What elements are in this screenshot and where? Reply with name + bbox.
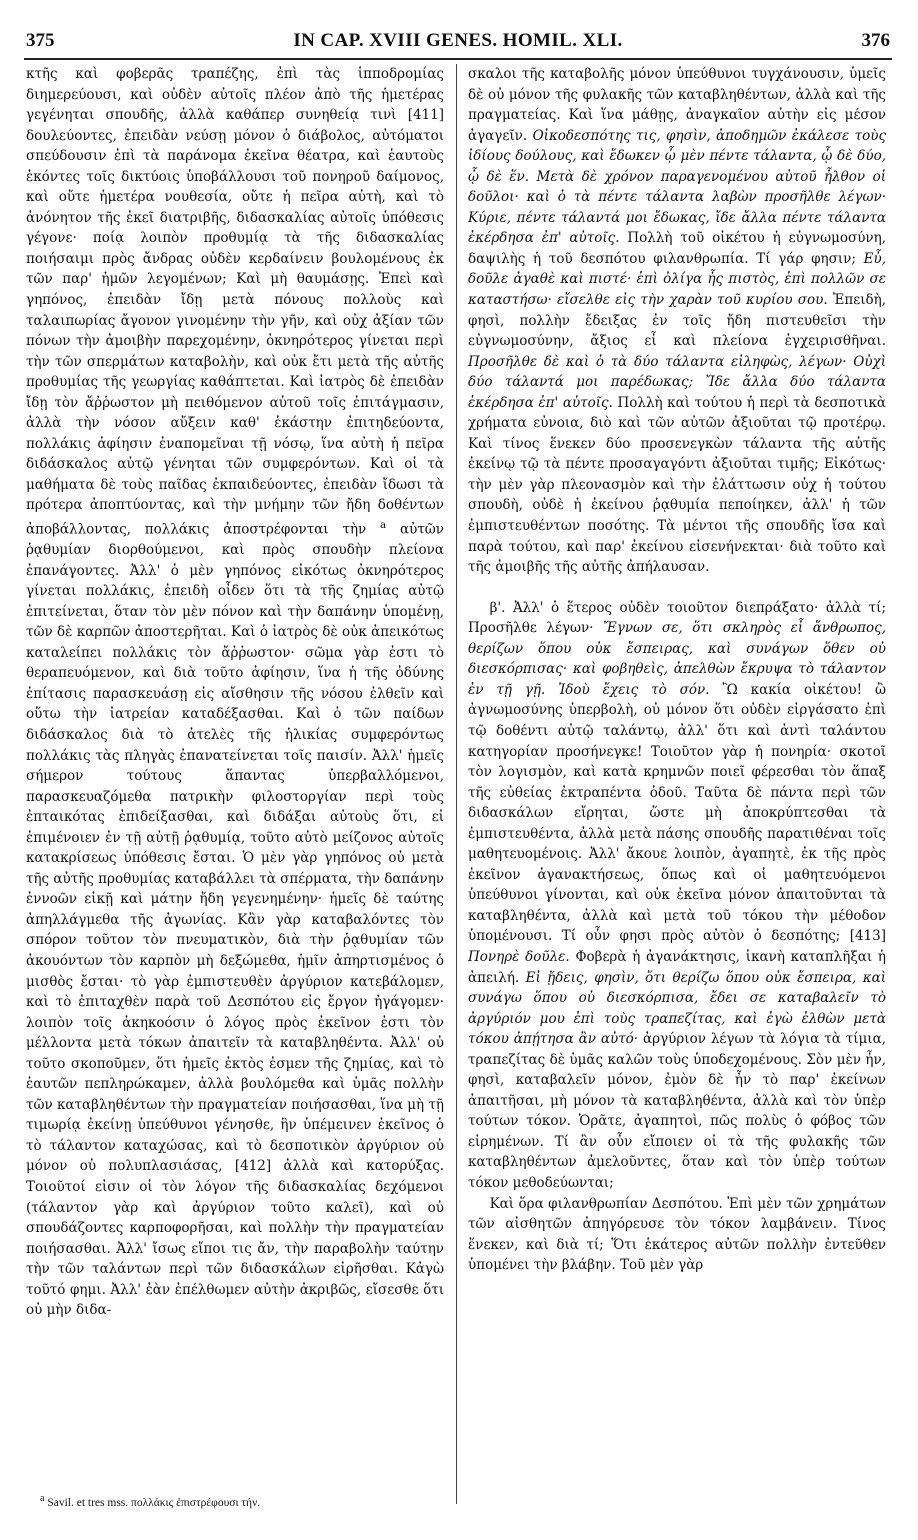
right-text-4: Πολλὴ καὶ τούτου ἡ περὶ τὰ δεσποτικὰ χρήματα εὐνοια, διὸ καὶ τῶν αὐτῶν ἀξιοῦται τῷ προτέρῳ. Καὶ τίνος ἕνεκεν δύο προσενεγκὼν τάλαντα τῆς αὐτῆς ἐκείνῳ τῷ τὰ πέντε προσαγαγόντι ἀξιοῦται τιμῆς; Εἰκότως· τὴν μὲν γὰρ πλεονασμὸν καὶ τὴν ἐλάττωσιν οὐχ ἡ τούτου σπουδὴ, οὐδὲ ἡ ἐκείνου ῥᾳθυμία πεποίηκεν, ἀλλ' ἡ τῶν ἐμπιστευθέντων ποσότης. Τὰ μέντοι τῆς σπουδῆς ἴσα καὶ παρὰ τούτου, καὶ παρ' ἐκείνου εἰσενήνεκται· διὰ τοῦτο καὶ τῆς ἀμοιβῆς τῆς αὐτῆς ἀπήλαυσαν.: [468, 394, 886, 576]
right-text-5: Ἀλλ' ὁ ἕτερος οὐδὲν τοιοῦτον διεπράξατο· ἀλλὰ τί; Προσῆλθε λέγων·: [468, 599, 886, 637]
header-rule: [24, 58, 892, 60]
section-number: β'.: [489, 599, 506, 616]
scripture-quote-1: Οἰκοδεσπότης τις, φησὶν, ἀποδημῶν ἐκάλεσε τοὺς ἰδίους δούλους, καὶ ἔδωκεν ᾧ μὲν πέντε τάλαντα, ᾧ δὲ δύο, ᾧ δὲ ἕν. Μετὰ δὲ χρόνον παραγενομένου αὐτοῦ ἦλθον οἱ δοῦλοι· καὶ ὁ τὰ πέντε τάλαντα λαβὼν προσῆλθε λέγων· Κύριε, πέντε τάλαντά μοι ἔδωκας, ἴδε ἄλλα πέντε τάλαντα ἐκέρδησα ἐπ' αὐτοῖς.: [468, 127, 886, 247]
left-column: [26, 64, 444, 1514]
running-title: IN CAP. XVIII GENES. HOMIL. XLI.: [293, 30, 623, 51]
right-text-6: Ὢ κακία οἰκέτου! ὢ ἀγνωμοσύνης ὑπερβολὴ, οὐ μόνον ὅτι οὐδὲν εἰργάσατο ἐπὶ τῷ δοθέντι αὐτῷ ταλάντῳ, ἀλλ' ὅτι καὶ ἀντὶ ταλάντου κατηγορίαν προσήνεγκε! Τοιοῦτον γὰρ ἡ πονηρία· σκοτοῖ τὸν λογισμὸν, καὶ κατὰ κρημνῶν ποιεῖ φέρεσθαι τὸν ἅπαξ τῆς εὐθείας ἐκτραπέντα ὁδοῦ. Ταῦτα δὲ πάντα περὶ τῶν διδασκάλων εἴρηται, ὥστε μὴ ἀποκρύπτεσθαι τὰ ἐμπιστευθέντα, ἀλλὰ μετὰ πάσης σπουδῆς παρατιθέναι τοῖς μαθητευομένοις. Ἀλλ' ἄκουε λοιπὸν, ἀγαπητὲ, ἐκ τῆς πρὸς ἐκεῖνον ἀγανακτήσεως, ὅπως καὶ οἱ μαθητευόμενοι ὑπεύθυνοι γίνονται, καὶ οὐκ ἐκεῖνα μόνον ἀπαιτοῦνται τὰ καταβληθέντα, ἀλλὰ καὶ μετὰ τοῦ τόκου τὴν μέθοδον ὑπομένουσι. Τί οὖν φησι πρὸς αὐτὸν ὁ δεσπότης; [413]: [468, 681, 886, 945]
scripture-quote-5: Πονηρὲ δοῦλε.: [468, 948, 570, 965]
right-paragraph-3: Καὶ ὅρα φιλανθρωπίαν Δεσπότου. Ἐπὶ μὲν τῶν χρημάτων τῶν αἰσθητῶν ἀπηγόρευσε τὸν τόκον λαμβάνειν. Τίνος ἕνεκεν, καὶ διὰ τί; Ὅτι ἑκάτερος αὐτῶν πολλὴν ἐντεῦθεν ὑπομένει τὴν βλάβην. Τοῦ μὲν γὰρ: [468, 1195, 886, 1274]
left-paragraph: [26, 64, 444, 1321]
page-number-left: 375: [26, 30, 55, 51]
footnote-label: a: [40, 1493, 45, 1504]
scripture-quote-6: Εἰ ᾔδεις, φησὶν, ὅτι θερίζω ὅπου οὐκ ἔσπειρα, καὶ συνάγω ὅπου οὐ διεσκόρπισα, ἔδει σε καταβαλεῖν τὸ ἀργύριόν μου ἐπὶ τοὺς τραπεζίτας, καὶ ἐγὼ ἐλθὼν μετὰ τόκου ἀπῄτησα ἂν αὐτό·: [468, 969, 886, 1048]
scripture-quote-3: Προσῆλθε δὲ καὶ ὁ τὰ δύο τάλαντα εἰληφὼς, λέγων· Οὐχὶ δύο τάλαντά μοι παρέδωκας; Ἴδε ἄλλα δύο τάλαντα ἐκέρδησα ἐπ' αὐτοῖς.: [468, 353, 886, 411]
left-text-2: αὐτῶν ῥᾳθυμίαν διορθούμενοι, καὶ πρὸς σπουδὴν πλείονα ἐπανάγοντες. Ἀλλ' ὁ μὲν γηπόνος εἰκότως ὀκνηρότερος γίνεται πολλάκις, ἐπειδὴ οἶδεν ὅτι τὰ τῆς ζημίας αὐτῷ ἐπιτείνεται, ὅταν τὸν μὲν πόνον καὶ τὴν δαπάνην ὑπομένῃ, τῶν δὲ καρπῶν ἀποστερῆται. Καὶ ὁ ἰατρὸς δὲ οὐκ ἀπεικότως καταλείπει πολλάκις τὸν ἄῤῥωστον· σῶμα γὰρ ἐστι τὸ θεραπευόμενον, καὶ διὰ τοῦτο ἀφίησιν, ἵνα ἡ τῆς ὀδύνης ἐπίτασις παρασκευάσῃ εἰς αἴσθησιν τῆς νόσου ἐλθεῖν καὶ οὕτω τὴν ἰατρείαν καταδέξασθαι. Καὶ ὁ τῶν παίδων διδάσκαλος διὰ τὸ ἀτελὲς τῆς ἡλικίας συμφερόντως πολλάκις τὰς πληγὰς ἐπανατείνεται τοῖς παισίν. Ἀλλ' ἡμεῖς σήμερον τούτους ἅπαντας ὑπερβαλλόμενοι, παρασκευαζόμεθα πατρικὴν φιλοστοργίαν περὶ τοὺς ἐπταικότας ἐπιδείξασθαι, καὶ διδάξαι αὐτοὺς ὅτι, εἰ ἐπιμένοιεν ἐν τῇ αὐτῇ ῥᾳθυμίᾳ, τοῦτο αὐτὸ μείζονος αὐτοῖς κατακρίσεως ὑπόθεσις ἔσται. Ὁ μὲν γὰρ γηπόνος οὐ μετὰ τῆς αὐτῆς προθυμίας καταβάλλει τὰ σπέρματα, τὴν δαπάνην ἐννοῶν εἰκῇ καὶ μάτην ἤδη γεγενημένην· ἡμεῖς δὲ ταύτης ἀπηλλάγμεθα τῆς ἀγωνίας. Κἂν γὰρ καταβαλόντες τὸν σπόρον τοῦτον τὸν πνευματικὸν, διὰ τὴν ῥᾳθυμίαν τῶν ἀκουόντων τὸν καρπὸν μὴ δεξώμεθα, ἡμῖν ἀπηρτισμένος ὁ μισθὸς ἔσται· τὸ γὰρ ἐμπιστευθὲν ἀργύριον κατεβάλομεν, καὶ τὸ ἐπιταχθὲν παρὰ τοῦ Δεσπότου εἰς ἔργον ἠγάγομεν· λοιπὸν τοῖς ἀκηκοόσιν ὁ λόγος πρὸς ἐκεῖνον ἐστι τὸν μέλλοντα μετὰ τόκων ἀπαιτεῖν τὰ καταβληθέντα. Ἀλλ' οὐ τοῦτο σκοποῦμεν, ὅτι ἡμεῖς ἐκτὸς ἐσμεν τῆς ζημίας, καὶ τὸ ἑαυτῶν πεπληρώκαμεν, ἀλλὰ βουλόμεθα καὶ ὑμᾶς πολλὴν τῶν καταβληθέντων τὴν πραγματείαν ποιήσασθαι, ἵνα μὴ τῇ τιμωρίᾳ ἐκείνῃ ὑπεύθυνοι γένησθε, ἣν ὑπέμεινεν ἐκεῖνος ὁ τὸ τάλαντον καταχώσας, καὶ τὸ δεσποτικὸν ἀργύριον οὐ μόνον οὐ πολυπλασιάσας, [412] ἀλλὰ καὶ κατορύξας. Τοιοῦτοί εἰσιν οἱ τὸν λόγον τῆς διδασκαλίας δεχόμενοι (τάλαντον γὰρ καὶ ἀργύριον τοῦτο καλεῖ), καὶ οὐ σπουδάζοντες καρποφορῆσαι, καὶ πολλὴν τὴν πραγματείαν ποιήσασθαι. Ἀλλ' ἴσως εἴποι τις ἄν, τὴν παραβολὴν ταύτην τὴν τῶν ταλάντων περὶ τῶν διδασκάλων εἰρῆσθαι. Κἀγὼ τοῦτό φημι. Ἀλλ' ἐὰν ἐπέλθωμεν αὐτὴν ἀκριβῶς, εἴσεσθε ὅτι οὐ μὴν διδα-: [26, 521, 444, 1319]
page-number-right: 376: [861, 30, 890, 51]
scripture-quote-4: Ἔγνων σε, ὅτι σκληρὸς εἶ ἄνθρωπος, θερίζων ὅπου οὐκ ἔσπειρας, καὶ συνάγων ὅθεν οὐ διεσκόρπισας· καὶ φοβηθεὶς, ἀπελθὼν ἔκρυψα τὸ τάλαντον ἐν τῇ γῇ. Ἰδοὺ ἔχεις τὸ σόν.: [468, 620, 886, 698]
footnote-text: Savil. et tres mss. πολλάκις ἐπιστρέφουσι τήν.: [47, 1496, 261, 1509]
footnote-marker: a: [380, 520, 387, 532]
right-column: [468, 64, 886, 1514]
right-text-7: Φοβερὰ ἡ ἀγανάκτησις, ἱκανὴ καταπλῆξαι ἡ ἀπειλή.: [468, 948, 886, 986]
right-text-1: σκαλοι τῆς καταβολῆς μόνον ὑπεύθυνοι τυγχάνουσιν, ὑμεῖς δὲ οὐ μόνον τῆς φυλακῆς τῶν καταβληθέντων, ἀλλὰ καὶ τῆς πραγματείας. Καὶ ἵνα μάθῃς, ἀναγκαῖον αὐτὴν εἰς μέσον ἀγαγεῖν.: [468, 66, 886, 144]
right-text-3: Ἐπειδὴ, φησὶ, πολλὴν ἔδειξας ἐν τοῖς ἤδη πιστευθεῖσι τὴν εὐγνωμοσύνην, ἄξιος εἶ καὶ πλείονα ἐγχειρισθῆναι.: [468, 292, 886, 350]
footnote: [40, 1491, 440, 1511]
right-paragraph-1: [468, 64, 886, 578]
column-divider: [456, 64, 457, 1504]
left-text-1: κτῆς καὶ φοβερᾶς τραπέζης, ἐπὶ τὰς ἱπποδρομίας διημερεύουσι, καὶ οὐδὲν αὐτοῖς πλέον ἀπὸ τῆς ἡμετέρας γεγένηται σπουδῆς, ἀλλὰ καθάπερ συνηθείᾳ τινὶ [411] δουλεύοντες, ἐπειδὰν νεύσῃ μόνον ὁ διάβολος, αὐτόματοι σπεύδουσιν ἐπὶ τὰ παράνομα ἐκεῖνα θέατρα, καὶ ἑαυτοὺς ἑκόντες τοῖς δικτύοις ὑποβάλλουσι τοῦ πονηροῦ δαίμονος, καὶ οὔτε ἡμετέρα νουθεσία, οὔτε ἡ πεῖρα αὐτὴ, καὶ τὸ ἀνόνητον τῆς ἐκεῖ διατριβῆς, διδασκαλίας αὐτοῖς ὑπόθεσις γέγονε· ποίᾳ λοιπὸν προθυμίᾳ τὰ τῆς διδασκαλίας ποιήσαιμι πρὸς ἄνδρας οὐδὲν κερδαίνειν βουλομένους ἐκ τῶν παρ' ἡμῶν λεγομένων; Καὶ μὴ θαυμάσῃς. Ἐπεὶ καὶ γηπόνος, ἐπειδὰν ἴδῃ μετὰ πόνους πολλοὺς καὶ ταλαιπωρίας ἄγονον γινομένην τὴν γῆν, καὶ οὐχ ἀξίαν τῶν πόνων τὴν ἀμοιβὴν παρεχομένην, ὀκνηρότερος γίνεται περὶ τὴν τῶν σπερμάτων καταβολὴν, καὶ οὐκ ἔτι μετὰ τῆς αὐτῆς προθυμίας τῆς γεωργίας καθάπτεται. Καὶ ἰατρὸς δὲ ἐπειδὰν ἴδῃ τὸν ἄῤῥωστον μὴ πειθόμενον αὐτοῦ τοῖς ἐπιτάγμασιν, ἀλλὰ τὴν νόσον αὔξειν καθ' ἑκάστην ἐπιτηδεύοντα, πολλάκις ἀφίησιν ἐναπομεῖναι τῇ νόσῳ, ἵνα αὐτὴ ἡ πεῖρα διδάσκαλος αὐτῷ γένηται τῶν συμφερόντων. Καὶ οἱ τὰ μαθήματα δὲ τοὺς παῖδας ἐκπαιδεύοντες, ἐπειδὰν ἴδωσι τὰ πρότερα ἀποπτύοντας, καὶ τὴν μνήμην τῶν ἤδη δοθέντων ἀποβάλλοντας, πολλάκις ἀποστρέφονται τὴν: [26, 66, 444, 538]
right-text-2: Πολλὴ τοῦ οἰκέτου ἡ εὐγνωμοσύνη, δαψιλὴς ἡ τοῦ δεσπότου φιλανθρωπία. Τί γάρ φησιν;: [468, 230, 886, 267]
scripture-quote-2: Εὖ, δοῦλε ἀγαθὲ καὶ πιστέ· ἐπὶ ὀλίγα ἦς πιστὸς, ἐπὶ πολλῶν σε καταστήσω· εἴσελθε εἰς τὴν χαρὰν τοῦ κυρίου σου.: [468, 250, 886, 309]
right-text-8: ἀργύριον λέγων τὰ λόγια τὰ τίμια, τραπεζίτας δὲ ὑμᾶς καλῶν τοὺς ὑποδεχομένους. Σὸν μὲν ἦν, φησὶ, καταβαλεῖν μόνον, ἐμὸν δὲ ἦν τὸ παρ' ἐκείνων ἀπαιτῆσαι, μὴ μόνον τὰ καταβληθέντα, ἀλλὰ καὶ τὸν ὑπὲρ τούτων τόκον. Ὁρᾶτε, ἀγαπητοὶ, πῶς πολὺς ὁ φόβος τῶν εἰρημένων. Τί ἂν οὖν εἴποιεν οἱ τὰ τῆς φυλακῆς τῶν καταβληθέντων ἀμελοῦντες, ὅταν καὶ τὸν ὑπὲρ τούτων τόκον μεθοδεύωνται;: [468, 1031, 886, 1191]
right-paragraph-2: [468, 598, 886, 1194]
